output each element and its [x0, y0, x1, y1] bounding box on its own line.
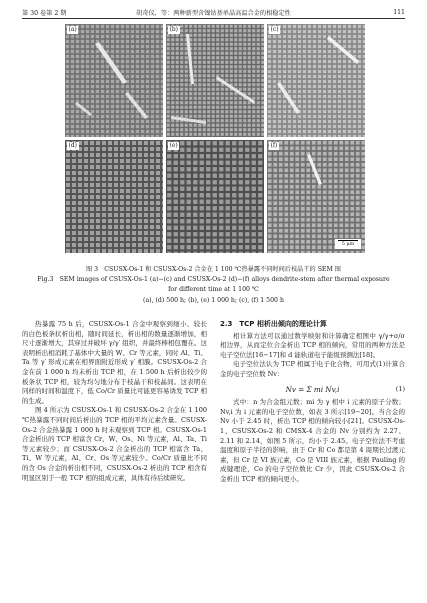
caption-subpanels: (a), (d) 500 h; (b), (e) 1 000 h; (c), (f) 1 500 h: [143, 297, 284, 304]
panel-label-f: (f): [270, 142, 278, 149]
sem-panel-c: [267, 24, 365, 137]
section-heading: 2.3 TCP 相析出倾向的理论计算: [220, 320, 327, 328]
right-paragraph-1: 相计算方法可以通过数学映射和计算确定相图中 γ/γ+σ/σ 相边界，从而定位合金析出 TCP 相的倾向，常用的两种方法是电子空位法[16−17]和 d 能轨道电子能级预测法[18]。: [220, 331, 405, 359]
sem-image-b: [166, 24, 264, 137]
panel-label-e: (e): [169, 142, 178, 149]
sem-panel-e: [166, 140, 264, 253]
right-paragraph-3: 式中：n 为合金组元数；mi 为 γ 相中 i 元素的原子分数；Nv,i 为 i 元素的电子空位数，如表 3 所示[19−20]。当合金的 Nv 小于 2.45 时，析出 TCP 相的倾向较小[21]。CSUSX-Os-1、CSUSX-Os-2 和 CMSX-4 合金的 Nv 分别约为 2.27、2.11 和 2.14，如图 5 所示，均小于 2.45。电子空位法不考虑温度和原子半径的影响，由于 Cr 和 Co 都是第 4 周期长过渡元素，但 Cr 是 VI 族元素，Co 是 VIII 族元素，根据 Pauling 的成键理论，Co 的电子空位数比 Cr 少，因此 CSUSX-Os-2 合金析出 TCP 相的倾向更小。: [220, 398, 405, 483]
sem-panel-d: [65, 140, 163, 253]
sem-image-d: [65, 140, 163, 253]
sem-image-e: [166, 140, 264, 253]
sem-panel-f: [267, 140, 365, 253]
equation-1: [220, 385, 405, 395]
left-column: [22, 320, 207, 483]
sem-image-a: [65, 24, 163, 137]
scale-bar: [335, 239, 361, 249]
panel-label-b: (b): [169, 26, 179, 33]
left-paragraph-1: 热暴露 75 h 后，CSUSX-Os-1 合金中观察到细小、较长的白色板条状析出相，随时间延长，析出相的数量逐渐增加，相尺寸逐渐增大，其穿过并破坏 γ/γ′ 组织，并最终棒相包覆在。这表明析出相消耗了基体中大量的 W、Cr 等元素，同时 Al、Ti、Ta 等 γ′ 形成元素在相界面附近形成 γ′ 相膜。CSUSX-Os-2 合金在前 1 000 h 均未析出 TCP 相，在 1 500 h 后析出较少的板条状 TCP 相，较为均匀地分布于枝晶干和枝晶间。这表明在同样的时间和温度下，低 Co/Cr 质量比可能更容易诱发 TCP 相的生成。: [22, 320, 207, 405]
sem-image-f: [267, 140, 365, 253]
caption-zh: 图 3 CSUSX-Os-1 和 CSUSX-Os-2 合金在 1 100 ℃热暴露不同时间后枝晶干的 SEM 图: [86, 266, 341, 273]
panel-label-a: (a): [68, 26, 77, 33]
left-paragraph-2: 图 4 所示为 CSUSX-Os-1 和 CSUSX-Os-2 合金在 1 100 ℃热暴露不同时间后析出的 TCP 相的平均元素含量。CSUSX-Os-2 合金热暴露 1 000 h 时未观察到 TCP 相。CSUSX-Os-1 合金析出的 TCP 相富含 Cr、W、Os、Ni 等元素，Al、Ta、Ti 等元素较少；而 CSUSX-Os-2 合金析出的 TCP 相富含 Ta、Ti、W 等元素，Al、Cr、Os 等元素较少。Co/Cr 质量比不同的含 Os 合金的析出相不同，CSUSX-Os-2 析出的 TCP 相含有明显区别于一般 TCP 相的组成元素，具体有待后续研究。: [22, 406, 207, 482]
panel-label-c: (c): [270, 26, 279, 33]
equation-body: Nv = Σ mi Nv,i: [285, 384, 340, 394]
panel-label-d: (d): [68, 142, 78, 149]
sem-panel-b: [166, 24, 264, 137]
scale-bar-label: 5 μm: [341, 242, 355, 247]
sem-panel-a: [65, 24, 163, 137]
running-header: [22, 6, 405, 19]
caption-en-cont: for different time at 1 100 ℃: [168, 286, 259, 293]
right-paragraph-2: 电子空位法认为 TCP 相属于电子化合物，可用式(1)计算合金的电子空位数 Nv：: [220, 360, 405, 378]
sem-image-c: [267, 24, 365, 137]
scale-bar-line: [338, 240, 358, 241]
header-title: 胡奇仪，等：两种新型含镍钴基单晶高温合金的相稳定性: [136, 9, 291, 17]
sem-figure: [65, 24, 365, 256]
caption-en: Fig.3 SEM images of CSUSX-Os-1 (a)−(c) and CSUSX-Os-2 (d)−(f) alloys dendrite-stem after thermal exposure: [37, 276, 390, 283]
header-volume: 第 30 卷第 2 期: [22, 9, 67, 17]
equation-number: (1): [395, 384, 405, 393]
right-column: [220, 320, 405, 485]
page-number: 111: [393, 8, 405, 16]
